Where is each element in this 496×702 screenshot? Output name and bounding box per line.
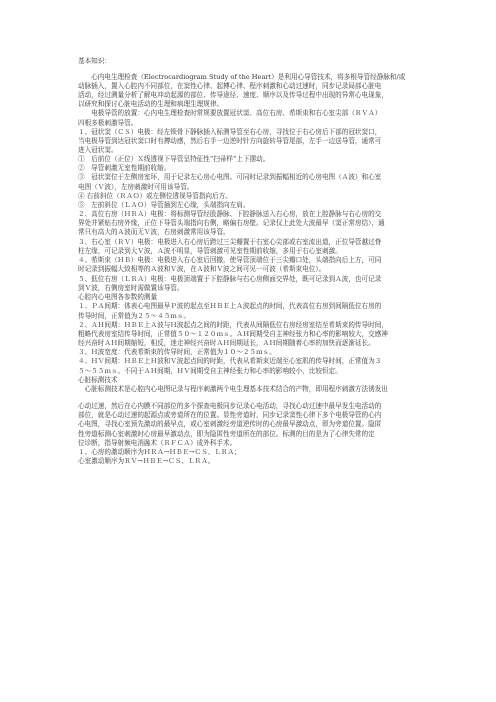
text-line: 心内电生理检查（Electrocardiogram Study of the Heart）是利用心导管技术，将多根导管经静脉和/或 xyxy=(78,73,406,81)
text-line: 心动过速，然后在心内膜不同部位的多个探查电极同步记录心电活动，寻找心动过速中最早发生电活动的 xyxy=(78,402,382,410)
text-line: ４、ＨＶ间期：ＨＢＥ上Ｈ波和Ｖ波起点间的时距，代表从希斯束近端至心室肌的传导时间，正常值为３ xyxy=(78,357,382,365)
text-line: 性旁道标测心室刺激时心房最早激动点，即为隐匿性旁道所在的部位。标测的目的是为了心律失常的定 xyxy=(78,430,375,438)
text-line: ３、右心室（ＲＶ）电极：电极进入右心房后跨过三尖瓣置于右室心尖部或右室流出道，正位导管越过脊 xyxy=(78,238,382,246)
text-line: 位诊断，指导射频电消融术（ＲＦＣＡ）成外科手术。 xyxy=(78,439,237,447)
text-line: 动脉插入，置入心腔内不同部位，在窦性心律、起搏心律、程序刺激和心动过速时，同步记录局部心脏电 xyxy=(78,82,382,90)
text-line: ３、Ｈ波宽度：代表希斯束的传导时间，正常值为１０～２５ｍｓ。 xyxy=(78,348,276,356)
text-line: 以研究和探讨心脏电活动的生理和病理生理规律。 xyxy=(78,100,224,108)
text-line: １、心房的激动顺序为ＨＲＡ→ＨＢＥ→ＣＳ、ＬＲＡ； xyxy=(78,448,241,456)
text-line: 常只有高大的Ａ波而无Ｖ波，右房刺激常用该导管。 xyxy=(78,228,230,236)
text-line: ④ 右前斜位（ＲＡＯ）或左侧位透视导管指向后方。 xyxy=(78,192,232,200)
text-line: 柱左缘，可记录到大Ｖ波，Ａ波不明显，导管刺激可见室性期前收缩，多用于右心室刺激。 xyxy=(78,247,342,255)
text-line: 界处并紧贴右房外缘，正位下导管头端指向右侧，略偏右房壁。记录仅上此处大波最早（窦正常房结），通 xyxy=(78,219,385,227)
text-line: １、冠状窦（ＣＳ）电极：经左锁骨下静脉插入标测导管至右心房，寻找位于右心房后下部的冠状窦口， xyxy=(78,128,382,136)
text-line: 活动，经过测量分析了解电冲动起源的部位、传导途径、速度、顺序以及传导过程中出现的异常心电现象， xyxy=(78,91,388,99)
text-line: 到Ｖ波，右侧房室时需做置该导管。 xyxy=(78,284,184,292)
text-line: 部位，就是心动过速的起源点或旁道所在的位置。显性旁道时，同步记录窦性心律下多个电极导管的心内 xyxy=(78,411,382,419)
text-line: 基本知识： xyxy=(78,57,111,65)
text-line: 心脏标测技术 xyxy=(78,376,118,384)
text-line: 电极导管的放置：心内电生理检查时常规要放置冠状窦、高位右房、希斯束和右心室尖部（ＲＶＡ） xyxy=(78,109,382,117)
text-line: ⑤ 左前斜位（ＬＡＯ）导管插到左心缘，头端指向左肩。 xyxy=(78,201,250,209)
text-line: １、ＰＡ间期：体表心电图最早Ｐ波的起点至ＨＢＥ上Ａ波起点的时间，代表高位右房到间隔低位右房的 xyxy=(78,302,382,310)
text-line: ２、高位右房（ＨＲＡ）电极：将标测导管经股静脉、下腔静脉送入右心房，放在上腔静脉与右心房的交 xyxy=(78,210,382,218)
text-line: ５～５５ｍｓ。不同于ＡＨ间期，ＨＶ间期受自主神经张力和心率的影响较小，比较恒定。 xyxy=(78,367,342,375)
text-line: 传导时间，正常值为２５～４５ｍｓ。 xyxy=(78,312,191,320)
text-line: 电图（Ｖ波），左房刺激时可用该导管。 xyxy=(78,183,194,191)
text-line: 心室激动顺序为ＲＶ→ＨＢＥ→ＣＳ、ＬＲＡ。 xyxy=(78,457,215,465)
text-line: 心脏标测技术是心腔内心电图记录与程序刺激两个电生理基本技术结合的产物，即用程序刺激方法诱发出 xyxy=(78,385,388,393)
text-line: 时记录到振幅大致相等的Ａ波和Ｖ波，在Ａ波和Ｖ波之间可见一可波（希斯束电位）。 xyxy=(78,265,326,273)
text-line: ③ 冠状窦位于左侧房室环，用于记录左心房心电图。可同时记录到振幅相近的心房电图（Ａ波）和心室 xyxy=(78,173,382,181)
text-line: ５、低位右房（ＬＲＡ）电极：电极顶端置于下腔静脉与右心房侧面交界处，既可记录到Ａ波，也可记录 xyxy=(78,275,382,283)
text-line: ２、ＡＨ间期：ＨＢＥ上Ａ波与Ｈ波起点之间的时距，代表从间隔低位右房经房室结至希斯束的传导时间， xyxy=(78,321,388,329)
text-line: 进入冠状窦。 xyxy=(78,146,118,154)
text-line: 四根多极刺激导管。 xyxy=(78,119,138,127)
text-line: ① 后前位（正位）Ｘ线透视下导管呈特征性“扫帚样”上下摆动。 xyxy=(78,155,270,163)
text-line: 当电极导管到达冠状窦口时有搏动感，然后右手一边逆时针方向旋转导管尾部，左手一边送导管，通常可 xyxy=(78,137,382,145)
text-line: ４、希斯束（ＨＢ）电极：电极进入右心室后回撤，使导管顶端位于三尖瓣口处，头端指向后上方，可同 xyxy=(78,256,382,264)
text-line: 心腔内心电图各参数的测量 xyxy=(78,293,158,301)
text-line: 粗略代表房室结传导时间，正常值５０～１２０ｍｓ。ＡＨ间期受自主神经张力和心率的影响较大，交感神 xyxy=(78,330,388,338)
text-line: 经兴奋时ＡＨ间期缩短，相反，迷走神经兴奋时ＡＨ间期延长，ＡＨ间期随着心率的加快而逐渐延长。 xyxy=(78,339,375,347)
text-line: ② 导管刺激无室性期前收缩。 xyxy=(78,164,171,172)
text-line: 心电图，寻找心室预先激动的最早点，或心室刺激经旁道逆传时的心房最早激动点，即为旁道位置。隐匿 xyxy=(78,420,382,428)
